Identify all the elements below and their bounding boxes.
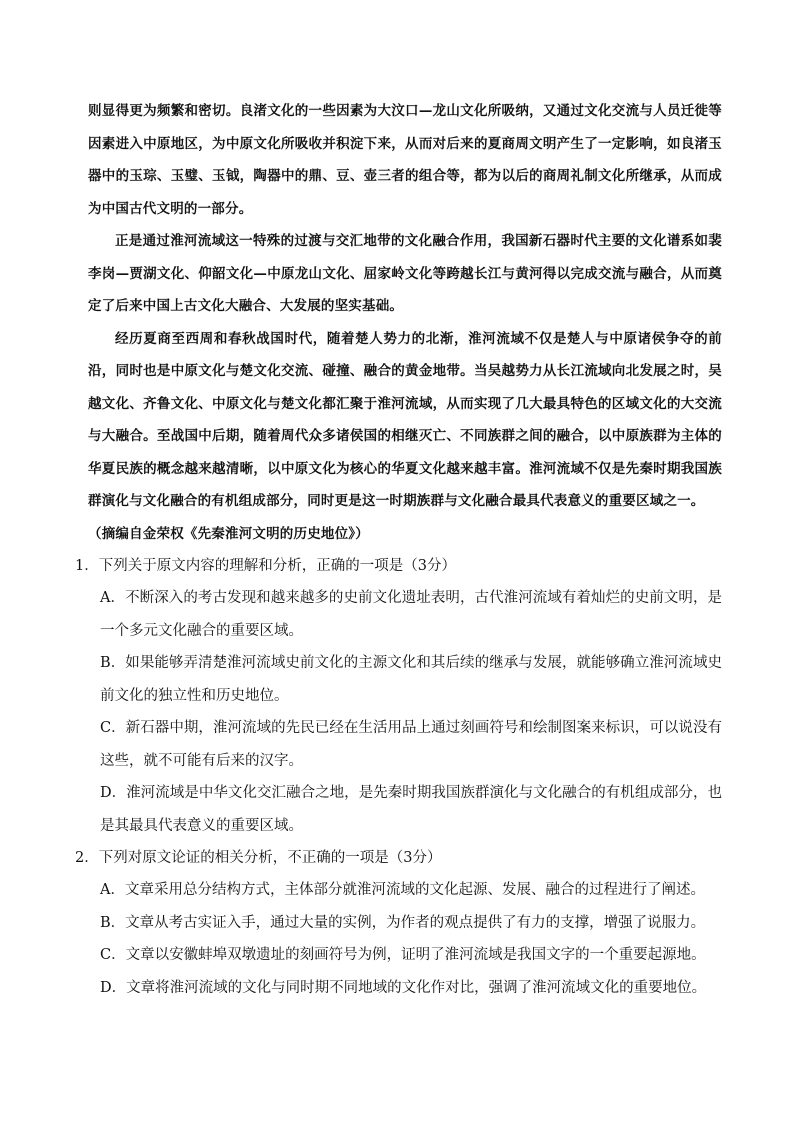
reading-passage [88, 95, 722, 550]
question-2-option-c[interactable]: C．文章以安徽蚌埠双墩遗址的刻画符号为例，证明了淮河流域是我国文字的一个重要起源地。 [100, 947, 706, 963]
question-2-option-a[interactable]: A．文章采用总分结构方式，主体部分就淮河流域的文化起源、发展、融合的过程进行了阐述。 [100, 882, 705, 898]
question-1-option-d[interactable]: D．淮河流域是中华文化交汇融合之地，是先秦时期我国族群演化与文化融合的有机组成部分，也是其最具代表意义的重要区域。 [100, 785, 722, 834]
question-1-stem: 1．下列关于原文内容的理解和分析，正确的一项是（3分） [75, 558, 456, 574]
question-1-option-a[interactable]: A．不断深入的考古发现和越来越多的史前文化遗址表明，古代淮河流域有着灿烂的史前文明，是一个多元文化融合的重要区域。 [100, 590, 722, 639]
passage-paragraph-2: 正是通过淮河流域这一特殊的过渡与交汇地带的文化融合作用，我国新石器时代主要的文化谱系如裴李岗—贾湖文化、仰韶文化—中原龙山文化、屈家岭文化等跨越长江与黄河得以完成交流与融合，从而奠定了后来中国上古文化大融合、大发展的坚实基础。 [88, 233, 722, 314]
question-1 [75, 550, 722, 842]
question-1-option-c[interactable]: C．新石器中期，淮河流域的先民已经在生活用品上通过刻画符号和绘制图案来标识，可以说没有这些，就不可能有后来的汉字。 [100, 720, 722, 769]
question-1-option-b[interactable]: B．如果能够弄清楚淮河流域史前文化的主源文化和其后续的继承与发展，就能够确立淮河流域史前文化的独立性和历史地位。 [100, 655, 722, 704]
question-2-option-d[interactable]: D．文章将淮河流域的文化与同时期不同地域的文化作对比，强调了淮河流域文化的重要地位。 [100, 979, 707, 996]
question-2-stem: 2．下列对原文论证的相关分析，不正确的一项是（3分） [75, 850, 442, 866]
passage-paragraph-1: 则显得更为频繁和密切。良渚文化的一些因素为大汶口—龙山文化所吸纳，又通过文化交流与人员迁徙等因素进入中原地区，为中原文化所吸收并积淀下来，从而对后来的夏商周文明产生了一定影响，如良渚玉器中的玉琮、玉璧、玉钺，陶器中的鼎、豆、壶三者的组合等，都为以后的商周礼制文化所继承，从而成为中国古代文明的一部分。 [88, 103, 722, 217]
passage-source: （摘编自金荣权《先秦淮河文明的历史地位》） [88, 525, 369, 542]
question-2-option-b[interactable]: B．文章从考古实证入手，通过大量的实例，为作者的观点提供了有力的支撑，增强了说服力。 [100, 914, 706, 931]
passage-paragraph-3: 经历夏商至西周和春秋战国时代，随着楚人势力的北渐，淮河流域不仅是楚人与中原诸侯争夺的前沿，同时也是中原文化与楚文化交流、碰撞、融合的黄金地带。当吴越势力从长江流域向北发展之时，吴越文化、齐鲁文化、中原文化与楚文化都汇聚于淮河流域，从而实现了几大最具特色的区域文化的大交流与大融合。至战国中后期，随着周代众多诸侯国的相继灭亡、不同族群之间的融合，以中原族群为主体的华夏民族的概念越来越清晰，以中原文化为核心的华夏文化越来越丰富。淮河流域不仅是先秦时期我国族群演化与文化融合的有机组成部分，同时更是这一时期族群与文化融合最具代表意义的重要区域之一。 [88, 330, 722, 509]
question-2 [75, 842, 722, 1004]
